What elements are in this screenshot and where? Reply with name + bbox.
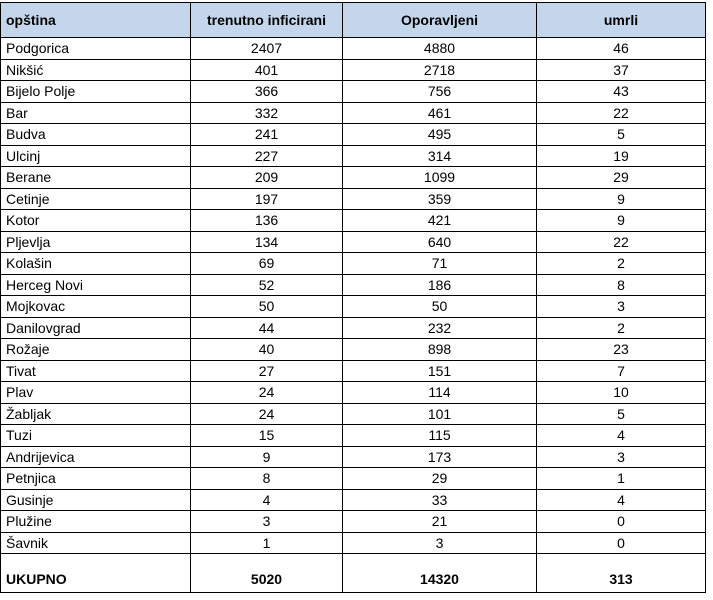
row-municipality: Podgorica [1,38,191,60]
row-municipality: Plav [1,382,191,404]
table-row [1,468,706,490]
table-row [1,81,706,103]
table-row [1,124,706,146]
row-municipality: Ulcinj [1,145,191,167]
row-recovered: 640 [343,231,537,253]
table-row [1,532,706,554]
row-currently-infected: 27 [191,360,343,382]
row-recovered: 115 [343,425,537,447]
row-municipality: Mojkovac [1,296,191,318]
row-deaths: 43 [537,81,706,103]
row-deaths: 9 [537,188,706,210]
spacer-row [1,554,706,567]
row-currently-infected: 209 [191,167,343,189]
row-currently-infected: 24 [191,382,343,404]
table-header-row [1,3,706,38]
table-row [1,145,706,167]
row-recovered: 314 [343,145,537,167]
row-recovered: 21 [343,511,537,533]
row-municipality: Kolašin [1,253,191,275]
row-deaths: 5 [537,124,706,146]
row-recovered: 33 [343,489,537,511]
table-row [1,296,706,318]
row-deaths: 0 [537,511,706,533]
row-currently-infected: 1 [191,532,343,554]
row-currently-infected: 8 [191,468,343,490]
row-municipality: Gusinje [1,489,191,511]
row-municipality: Cetinje [1,188,191,210]
row-municipality: Pljevlja [1,231,191,253]
table-row [1,253,706,275]
row-currently-infected: 3 [191,511,343,533]
row-currently-infected: 40 [191,339,343,361]
row-currently-infected: 4 [191,489,343,511]
table-row [1,38,706,60]
row-recovered: 114 [343,382,537,404]
covid-table-container [0,2,705,593]
row-deaths: 4 [537,489,706,511]
row-currently-infected: 401 [191,59,343,81]
row-deaths: 10 [537,382,706,404]
row-currently-infected: 24 [191,403,343,425]
row-currently-infected: 44 [191,317,343,339]
row-deaths: 3 [537,296,706,318]
row-currently-infected: 134 [191,231,343,253]
row-municipality: Herceg Novi [1,274,191,296]
row-recovered: 151 [343,360,537,382]
total-deaths: 313 [537,566,706,593]
row-deaths: 46 [537,38,706,60]
row-municipality: Budva [1,124,191,146]
table-row [1,511,706,533]
table-row [1,59,706,81]
table-body [1,38,706,593]
row-deaths: 37 [537,59,706,81]
row-municipality: Tivat [1,360,191,382]
spacer-cell [537,554,706,567]
row-currently-infected: 197 [191,188,343,210]
row-currently-infected: 52 [191,274,343,296]
row-deaths: 9 [537,210,706,232]
row-deaths: 2 [537,253,706,275]
row-deaths: 3 [537,446,706,468]
row-municipality: Plužine [1,511,191,533]
row-currently-infected: 366 [191,81,343,103]
row-recovered: 421 [343,210,537,232]
table-row [1,489,706,511]
row-recovered: 101 [343,403,537,425]
row-recovered: 461 [343,102,537,124]
row-recovered: 29 [343,468,537,490]
row-currently-infected: 15 [191,425,343,447]
row-municipality: Tuzi [1,425,191,447]
table-row [1,425,706,447]
spacer-cell [191,554,343,567]
row-recovered: 232 [343,317,537,339]
row-recovered: 2718 [343,59,537,81]
row-deaths: 2 [537,317,706,339]
row-deaths: 4 [537,425,706,447]
row-recovered: 495 [343,124,537,146]
row-deaths: 29 [537,167,706,189]
row-municipality: Berane [1,167,191,189]
row-deaths: 8 [537,274,706,296]
row-municipality: Danilovgrad [1,317,191,339]
table-row [1,274,706,296]
row-recovered: 50 [343,296,537,318]
row-deaths: 19 [537,145,706,167]
table-row [1,403,706,425]
table-row [1,210,706,232]
row-currently-infected: 50 [191,296,343,318]
total-row [1,566,706,593]
row-recovered: 186 [343,274,537,296]
table-row [1,188,706,210]
row-currently-infected: 332 [191,102,343,124]
row-recovered: 173 [343,446,537,468]
row-deaths: 7 [537,360,706,382]
table-row [1,317,706,339]
table-row [1,382,706,404]
row-recovered: 756 [343,81,537,103]
row-municipality: Bijelo Polje [1,81,191,103]
row-deaths: 22 [537,231,706,253]
table-row [1,360,706,382]
row-currently-infected: 69 [191,253,343,275]
header-municipality: opština [1,3,191,38]
row-currently-infected: 241 [191,124,343,146]
row-municipality: Nikšić [1,59,191,81]
table-row [1,167,706,189]
row-currently-infected: 2407 [191,38,343,60]
row-currently-infected: 136 [191,210,343,232]
table-row [1,231,706,253]
row-recovered: 3 [343,532,537,554]
total-recovered: 14320 [343,566,537,593]
table-row [1,339,706,361]
row-recovered: 359 [343,188,537,210]
total-label: UKUPNO [1,566,191,593]
row-municipality: Petnjica [1,468,191,490]
row-deaths: 1 [537,468,706,490]
table-row [1,102,706,124]
row-deaths: 22 [537,102,706,124]
header-currently-infected: trenutno inficirani [191,3,343,38]
row-municipality: Bar [1,102,191,124]
row-municipality: Rožaje [1,339,191,361]
row-municipality: Šavnik [1,532,191,554]
total-currently-infected: 5020 [191,566,343,593]
row-municipality: Kotor [1,210,191,232]
row-deaths: 23 [537,339,706,361]
row-deaths: 0 [537,532,706,554]
row-municipality: Žabljak [1,403,191,425]
municipality-covid-table [0,2,706,593]
row-recovered: 71 [343,253,537,275]
row-recovered: 4880 [343,38,537,60]
table-row [1,446,706,468]
row-deaths: 5 [537,403,706,425]
header-recovered: Oporavljeni [343,3,537,38]
row-recovered: 898 [343,339,537,361]
row-currently-infected: 9 [191,446,343,468]
row-recovered: 1099 [343,167,537,189]
row-municipality: Andrijevica [1,446,191,468]
spacer-cell [1,554,191,567]
header-deaths: umrli [537,3,706,38]
row-currently-infected: 227 [191,145,343,167]
spacer-cell [343,554,537,567]
